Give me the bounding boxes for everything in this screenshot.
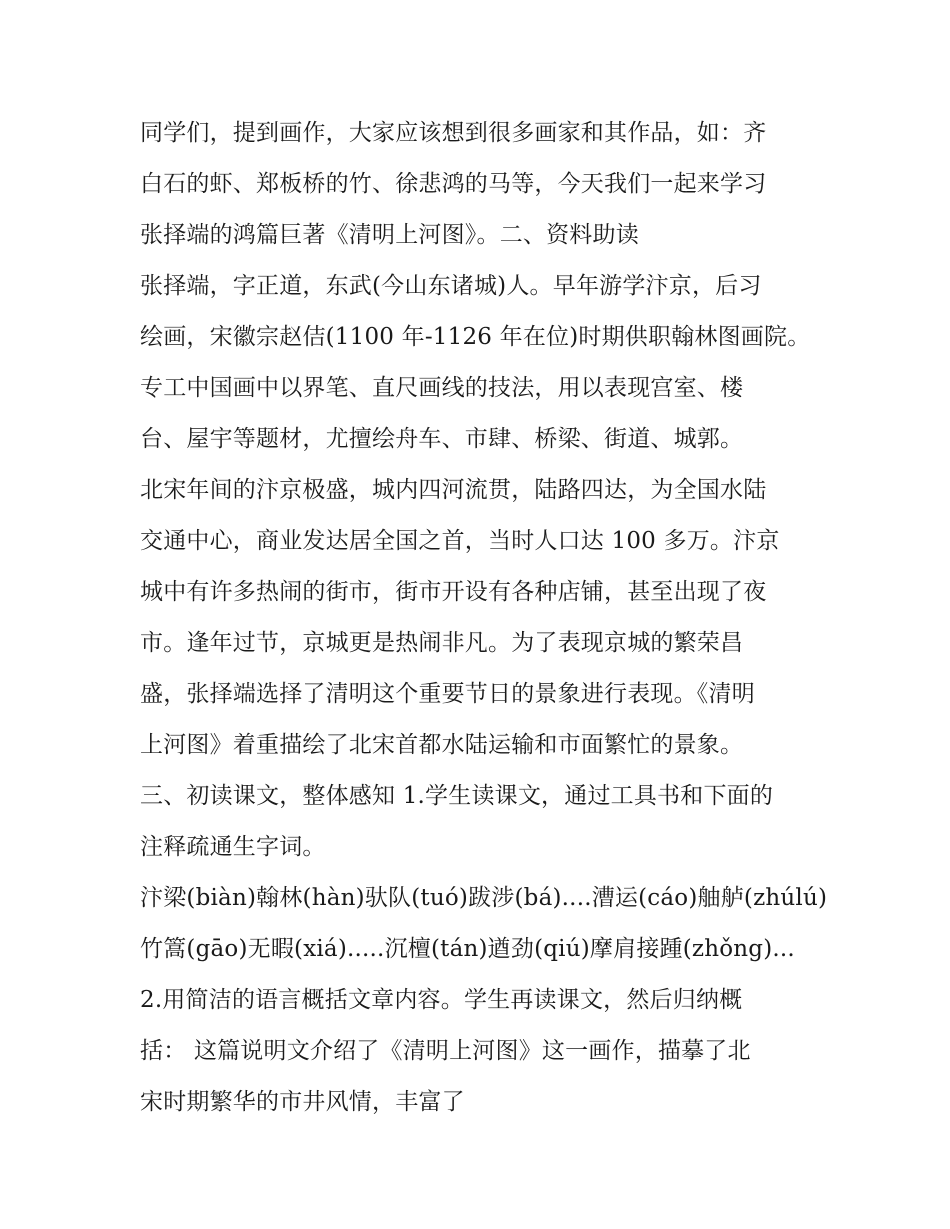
text-line: 上河图》着重描绘了北宋首都水陆运输和市面繁忙的景象。 [140, 732, 744, 758]
text-line: 宋时期繁华的市井风情，丰富了 [140, 1089, 465, 1115]
text-line: 白石的虾、郑板桥的竹、徐悲鸿的马等，今天我们一起来学习 [140, 171, 767, 197]
document-body [140, 108, 830, 1128]
text-line: 括： 这篇说明文介绍了《清明上河图》这一画作，描摹了北 [140, 1038, 751, 1064]
text-line: 张择端，字正道，东武(今山东诸城)人。早年游学汴京，后习 [140, 273, 762, 299]
text-line: 专工中国画中以界笔、直尺画线的技法，用以表现宫室、楼 [140, 375, 744, 401]
text-line: 汴梁(biàn)翰林(hàn)驮队(tuó)跋涉(bá)....漕运(cáo)舳舻(zhúlú) [140, 885, 828, 911]
text-line: 张择端的鸿篇巨著《清明上河图》。二、资料助读 [140, 222, 639, 248]
text-line: 交通中心，商业发达居全国之首，当时人口达 100 多万。汴京 [140, 528, 780, 554]
text-line: 绘画，宋徽宗赵佶(1100 年-1126 年在位)时期供职翰林图画院。 [140, 324, 811, 350]
text-line: 三、初读课文，整体感知 1.学生读课文，通过工具书和下面的 [140, 783, 774, 809]
text-line: 同学们，提到画作，大家应该想到很多画家和其作品，如：齐 [140, 120, 767, 146]
text-line: 2.用简洁的语言概括文章内容。学生再读课文，然后归纳概 [140, 987, 743, 1013]
text-line: 注释疏通生字词。 [140, 834, 326, 860]
text-line: 城中有许多热闹的街市，街市开设有各种店铺，甚至出现了夜 [140, 579, 767, 605]
text-line: 市。逢年过节，京城更是热闹非凡。为了表现京城的繁荣昌 [140, 630, 744, 656]
text-line: 盛，张择端选择了清明这个重要节日的景象进行表现。《清明 [140, 681, 755, 707]
text-line: 竹篙(gāo)无暇(xiá).....沉檀(tán)遒劲(qiú)摩肩接踵(zhǒng)... [140, 936, 795, 962]
text-line: 台、屋宇等题材，尤擅绘舟车、市肆、桥梁、街道、城郭。 [140, 426, 744, 452]
text-line: 北宋年间的汴京极盛，城内四河流贯，陆路四达，为全国水陆 [140, 477, 767, 503]
